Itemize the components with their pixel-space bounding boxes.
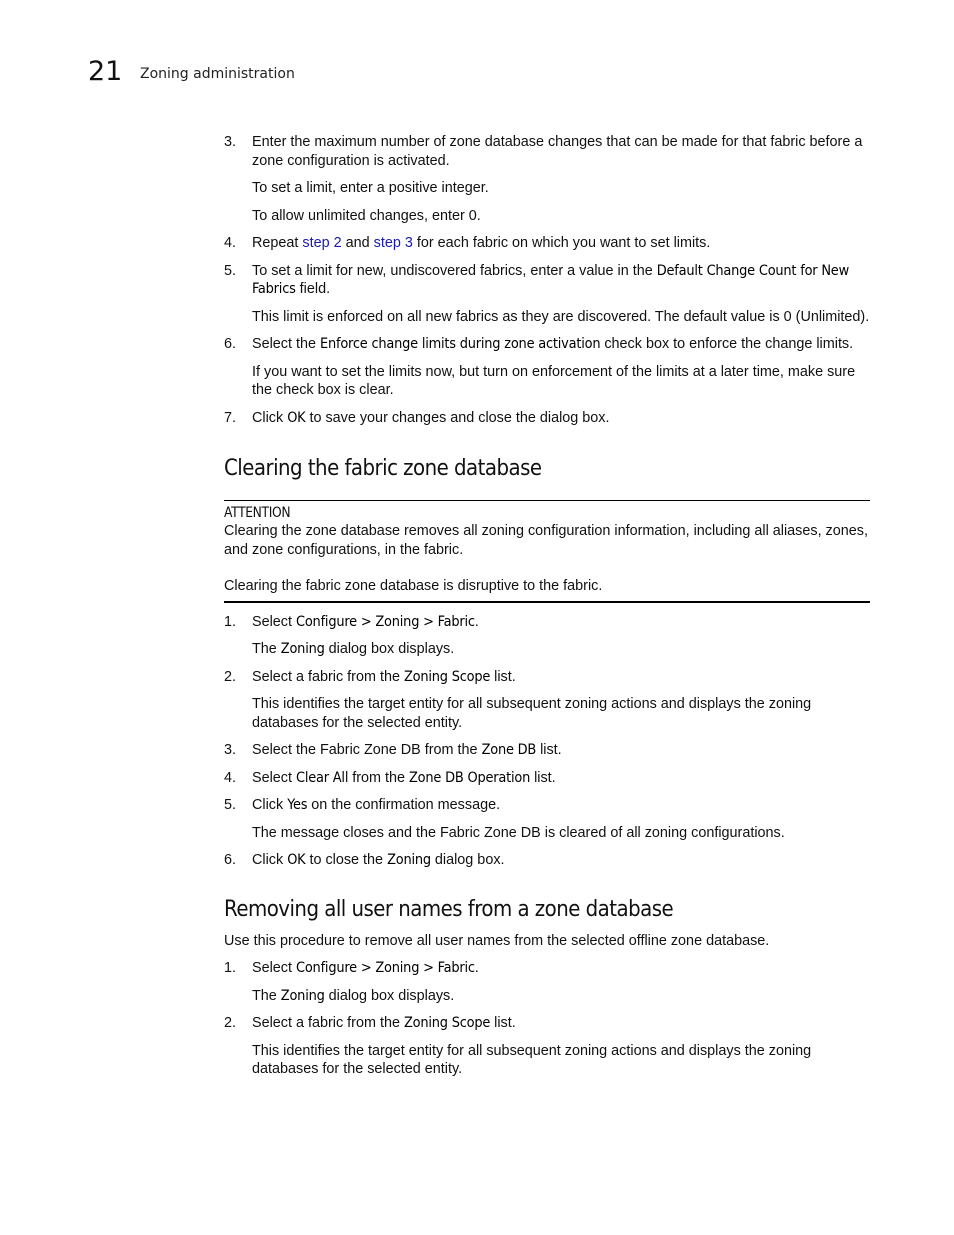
step-number: 3. <box>224 134 237 150</box>
ui-term: Yes <box>287 797 308 813</box>
note-text: The <box>252 641 281 657</box>
step-number: 4. <box>224 235 237 251</box>
step-text: and <box>341 235 374 251</box>
step-text: to close the <box>305 852 388 868</box>
step-text: dialog box. <box>430 852 505 868</box>
step-text: Select <box>252 769 296 786</box>
ui-term: OK <box>287 409 306 426</box>
list-item <box>224 335 870 354</box>
step-2-link[interactable]: step 2 <box>302 235 342 251</box>
step-text: Select a fabric from the <box>252 668 404 685</box>
ui-term: Zoning Scope <box>403 1015 491 1031</box>
chapter-number: 21 <box>88 56 123 87</box>
step-text: check box to enforce the change limits. <box>600 336 854 352</box>
list-item <box>224 851 870 870</box>
step-text: Click <box>252 409 288 426</box>
list-item <box>224 668 870 687</box>
intro-text: Use this procedure to remove all user names from the selected offline zone database. <box>224 932 770 949</box>
step-text: Select the <box>252 336 320 352</box>
step-text: list. <box>530 769 556 786</box>
step-text: Select <box>252 613 296 630</box>
step-number: 6. <box>224 852 237 868</box>
section-heading: Removing all user names from a zone database <box>224 896 674 922</box>
list-item <box>224 613 870 632</box>
step-text: To set a limit for new, undiscovered fabrics, enter a value in the <box>252 262 657 279</box>
step-text: Click <box>252 852 288 868</box>
list-item <box>224 1014 870 1033</box>
step-number: 1. <box>224 613 237 630</box>
step-note: To set a limit, enter a positive integer. <box>252 180 489 196</box>
ui-term: OK <box>287 852 306 868</box>
section-heading: Clearing the fabric zone database <box>224 456 542 481</box>
step-note <box>224 640 870 659</box>
step-text: Select a fabric from the <box>252 1015 404 1031</box>
ui-term: Zoning <box>387 852 431 868</box>
list-item <box>224 133 870 170</box>
step-text: . <box>474 613 479 630</box>
step-text: to save your changes and close the dialog box. <box>305 409 610 426</box>
step-text: list. <box>490 668 516 685</box>
step-text: . <box>474 960 479 976</box>
attention-label: ATTENTION <box>224 505 291 521</box>
step-note: This identifies the target entity for all subsequent zoning actions and displays the zoning databases for the selected entity. <box>252 1042 812 1077</box>
step-number: 5. <box>224 262 237 279</box>
main-content <box>224 133 870 1079</box>
list-item <box>224 262 870 299</box>
step-text: from the <box>348 769 410 786</box>
step-text: field. <box>295 281 331 297</box>
step-number: 4. <box>224 769 237 786</box>
step-note: To allow unlimited changes, enter 0. <box>252 207 481 224</box>
step-note: The message closes and the Fabric Zone DB is cleared of all zoning configurations. <box>252 824 785 841</box>
chapter-title: Zoning administration <box>140 66 295 82</box>
ui-term: Default Change Count for New Fabrics <box>252 262 849 297</box>
step-text: on the confirmation message. <box>307 797 501 813</box>
note-text: The <box>252 987 281 1004</box>
ui-term: Clear All <box>296 769 349 786</box>
step-text: list. <box>536 742 562 758</box>
list-item <box>224 741 870 760</box>
step-number: 3. <box>224 742 237 758</box>
step-text: Select <box>252 960 296 976</box>
list-item <box>224 769 870 788</box>
ui-term: Zoning Scope <box>403 668 491 685</box>
step-number: 2. <box>224 668 237 685</box>
ui-term: Zoning <box>280 641 325 657</box>
attention-text: Clearing the zone database removes all zoning configuration information, including all aliases, zones, and zone configurations, in the fabric. <box>224 523 868 558</box>
ui-term: Configure > Zoning > Fabric <box>296 613 475 630</box>
step-text: for each fabric on which you want to set limits. <box>412 235 711 251</box>
step-text: Repeat <box>252 235 303 251</box>
step-number: 1. <box>224 960 237 976</box>
step-number: 5. <box>224 797 237 813</box>
note-text: dialog box displays. <box>324 641 455 657</box>
list-item <box>224 409 870 428</box>
list-item <box>224 234 870 253</box>
step-3-link[interactable]: step 3 <box>373 235 413 251</box>
step-number: 6. <box>224 336 237 352</box>
attention-text: Clearing the fabric zone database is disruptive to the fabric. <box>224 578 603 594</box>
step-text: Select the Fabric Zone DB from the <box>252 742 482 758</box>
step-note: This identifies the target entity for all subsequent zoning actions and displays the zoning databases for the selected entity. <box>252 696 812 731</box>
step-number: 7. <box>224 409 237 426</box>
attention-box <box>224 500 870 603</box>
note-text: dialog box displays. <box>324 987 455 1004</box>
step-text: Click <box>252 797 288 813</box>
ui-term: Zone DB Operation <box>409 769 531 786</box>
step-number: 2. <box>224 1015 237 1031</box>
ui-term: Zone DB <box>481 742 537 758</box>
list-item <box>224 796 870 815</box>
ui-term: Enforce change limits during zone activation <box>320 336 601 352</box>
step-note: This limit is enforced on all new fabrics as they are discovered. The default value is 0 (Unlimited). <box>252 308 870 325</box>
step-text: Enter the maximum number of zone database changes that can be made for that fabric before a zone configuration is activated. <box>252 134 863 169</box>
step-note: If you want to set the limits now, but turn on enforcement of the limits at a later time, make sure the check box is clear. <box>252 363 856 398</box>
step-text: list. <box>490 1015 516 1031</box>
step-note <box>224 987 870 1006</box>
list-item <box>224 959 870 978</box>
ui-term: Zoning <box>280 987 325 1004</box>
ui-term: Configure > Zoning > Fabric <box>296 960 475 976</box>
